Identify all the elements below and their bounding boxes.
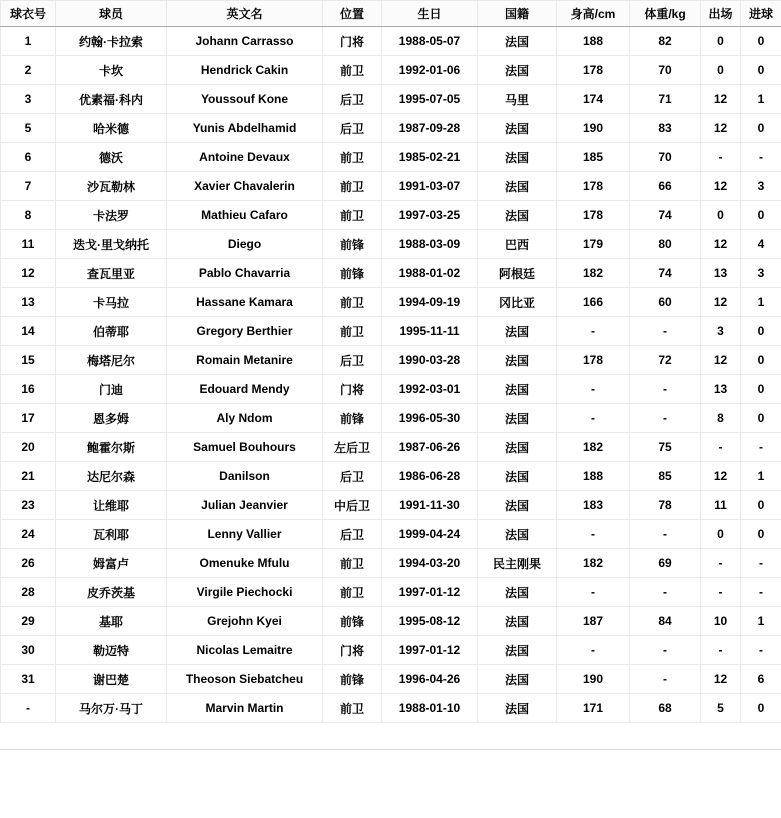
table-cell: 恩多姆: [56, 404, 167, 433]
table-row: [1, 665, 781, 694]
table-cell: 1999-04-24: [382, 520, 478, 549]
table-cell: 前卫: [323, 172, 382, 201]
table-cell: -: [557, 317, 630, 346]
table-cell: 17: [1, 404, 56, 433]
table-cell: -: [1, 694, 56, 723]
table-cell: 1995-08-12: [382, 607, 478, 636]
table-cell: 12: [701, 665, 741, 694]
table-cell: 卡马拉: [56, 288, 167, 317]
table-cell: 6: [741, 665, 781, 694]
table-cell: Omenuke Mfulu: [167, 549, 323, 578]
table-cell: 法国: [478, 317, 557, 346]
table-cell: 0: [741, 491, 781, 520]
table-cell: 卡坎: [56, 56, 167, 85]
table-cell: 法国: [478, 665, 557, 694]
table-cell: 78: [630, 491, 701, 520]
table-cell: 法国: [478, 607, 557, 636]
table-cell: -: [701, 143, 741, 172]
table-cell: 鲍霍尔斯: [56, 433, 167, 462]
table-cell: 马尔万·马丁: [56, 694, 167, 723]
table-cell: 哈米德: [56, 114, 167, 143]
table-cell: 前卫: [323, 56, 382, 85]
table-body: [1, 27, 781, 723]
table-cell: 伯蒂耶: [56, 317, 167, 346]
table-cell: 31: [1, 665, 56, 694]
table-cell: Johann Carrasso: [167, 27, 323, 56]
table-cell: 法国: [478, 578, 557, 607]
table-cell: 法国: [478, 346, 557, 375]
table-cell: -: [630, 578, 701, 607]
table-cell: 法国: [478, 56, 557, 85]
table-cell: 0: [701, 201, 741, 230]
table-cell: 阿根廷: [478, 259, 557, 288]
table-cell: 巴西: [478, 230, 557, 259]
table-cell: 179: [557, 230, 630, 259]
table-cell: 0: [741, 404, 781, 433]
table-cell: 71: [630, 85, 701, 114]
table-cell: -: [630, 317, 701, 346]
table-cell: 26: [1, 549, 56, 578]
table-cell: 基耶: [56, 607, 167, 636]
section-divider: [0, 749, 781, 750]
table-cell: 10: [701, 607, 741, 636]
table-cell: 前锋: [323, 404, 382, 433]
table-cell: 174: [557, 85, 630, 114]
table-cell: 0: [741, 346, 781, 375]
table-cell: 14: [1, 317, 56, 346]
table-cell: 1992-03-01: [382, 375, 478, 404]
table-cell: 66: [630, 172, 701, 201]
table-cell: 69: [630, 549, 701, 578]
table-cell: 优素福·科内: [56, 85, 167, 114]
table-row: [1, 462, 781, 491]
table-cell: 12: [701, 230, 741, 259]
table-cell: 21: [1, 462, 56, 491]
table-row: [1, 694, 781, 723]
table-cell: -: [557, 578, 630, 607]
table-cell: 0: [701, 56, 741, 85]
table-cell: 前锋: [323, 230, 382, 259]
table-cell: 13: [701, 375, 741, 404]
table-cell: 1988-01-02: [382, 259, 478, 288]
table-cell: 20: [1, 433, 56, 462]
table-cell: 182: [557, 433, 630, 462]
table-cell: 0: [741, 56, 781, 85]
table-cell: 85: [630, 462, 701, 491]
table-cell: 前卫: [323, 549, 382, 578]
table-cell: -: [701, 636, 741, 665]
table-cell: 0: [741, 201, 781, 230]
table-cell: 3: [701, 317, 741, 346]
table-cell: 门迪: [56, 375, 167, 404]
table-cell: Lenny Vallier: [167, 520, 323, 549]
table-cell: 1994-03-20: [382, 549, 478, 578]
table-cell: 1996-04-26: [382, 665, 478, 694]
table-cell: Hassane Kamara: [167, 288, 323, 317]
table-cell: -: [701, 578, 741, 607]
table-cell: Danilson: [167, 462, 323, 491]
table-cell: 83: [630, 114, 701, 143]
table-row: [1, 230, 781, 259]
table-cell: 0: [741, 375, 781, 404]
table-cell: 沙瓦勒林: [56, 172, 167, 201]
table-cell: 5: [1, 114, 56, 143]
table-cell: 后卫: [323, 520, 382, 549]
table-cell: 德沃: [56, 143, 167, 172]
table-cell: -: [630, 636, 701, 665]
table-cell: Yunis Abdelhamid: [167, 114, 323, 143]
table-cell: 1: [741, 462, 781, 491]
table-cell: 6: [1, 143, 56, 172]
table-cell: 13: [1, 288, 56, 317]
table-cell: 12: [1, 259, 56, 288]
table-cell: 74: [630, 201, 701, 230]
table-cell: 1992-01-06: [382, 56, 478, 85]
table-cell: 3: [741, 259, 781, 288]
table-cell: 法国: [478, 462, 557, 491]
table-cell: 185: [557, 143, 630, 172]
table-cell: 178: [557, 56, 630, 85]
table-row: [1, 27, 781, 56]
table-cell: -: [741, 143, 781, 172]
table-row: [1, 491, 781, 520]
table-cell: 12: [701, 346, 741, 375]
column-header-2: 英文名: [167, 1, 323, 27]
table-cell: Xavier Chavalerin: [167, 172, 323, 201]
table-cell: 16: [1, 375, 56, 404]
table-cell: 178: [557, 346, 630, 375]
table-cell: 24: [1, 520, 56, 549]
table-cell: 72: [630, 346, 701, 375]
table-cell: 民主刚果: [478, 549, 557, 578]
table-cell: 182: [557, 259, 630, 288]
table-cell: 约翰·卡拉索: [56, 27, 167, 56]
table-cell: Gregory Berthier: [167, 317, 323, 346]
table-cell: 3: [1, 85, 56, 114]
table-cell: 1991-03-07: [382, 172, 478, 201]
table-cell: 80: [630, 230, 701, 259]
table-cell: 皮乔茨基: [56, 578, 167, 607]
table-cell: 74: [630, 259, 701, 288]
table-cell: 左后卫: [323, 433, 382, 462]
table-cell: Youssouf Kone: [167, 85, 323, 114]
table-cell: 29: [1, 607, 56, 636]
table-cell: 1996-05-30: [382, 404, 478, 433]
table-row: [1, 433, 781, 462]
table-cell: 11: [701, 491, 741, 520]
table-cell: Pablo Chavarria: [167, 259, 323, 288]
table-cell: Nicolas Lemaitre: [167, 636, 323, 665]
table-row: [1, 201, 781, 230]
column-header-1: 球员: [56, 1, 167, 27]
table-cell: 1988-05-07: [382, 27, 478, 56]
table-cell: 1988-03-09: [382, 230, 478, 259]
table-cell: 1994-09-19: [382, 288, 478, 317]
table-cell: 卡法罗: [56, 201, 167, 230]
table-cell: 后卫: [323, 346, 382, 375]
table-cell: 12: [701, 114, 741, 143]
table-cell: 门将: [323, 375, 382, 404]
table-cell: 190: [557, 665, 630, 694]
table-cell: Romain Metanire: [167, 346, 323, 375]
table-row: [1, 317, 781, 346]
table-row: [1, 114, 781, 143]
column-header-8: 出场: [701, 1, 741, 27]
table-row: [1, 520, 781, 549]
table-cell: 法国: [478, 201, 557, 230]
table-cell: -: [630, 520, 701, 549]
table-cell: -: [557, 375, 630, 404]
table-cell: Virgile Piechocki: [167, 578, 323, 607]
table-cell: 188: [557, 462, 630, 491]
table-cell: 达尼尔森: [56, 462, 167, 491]
table-cell: 1987-06-26: [382, 433, 478, 462]
table-cell: 法国: [478, 520, 557, 549]
table-cell: 姆富卢: [56, 549, 167, 578]
table-cell: 前卫: [323, 694, 382, 723]
table-cell: 法国: [478, 491, 557, 520]
table-cell: -: [557, 636, 630, 665]
table-cell: 1: [741, 607, 781, 636]
table-cell: 查瓦里亚: [56, 259, 167, 288]
table-cell: 7: [1, 172, 56, 201]
table-cell: Julian Jeanvier: [167, 491, 323, 520]
column-header-6: 身高/cm: [557, 1, 630, 27]
table-cell: 冈比亚: [478, 288, 557, 317]
table-cell: 68: [630, 694, 701, 723]
table-cell: 后卫: [323, 85, 382, 114]
table-cell: Aly Ndom: [167, 404, 323, 433]
table-cell: 182: [557, 549, 630, 578]
table-cell: -: [741, 549, 781, 578]
table-cell: 后卫: [323, 462, 382, 491]
table-cell: 法国: [478, 694, 557, 723]
table-cell: 法国: [478, 114, 557, 143]
table-cell: 法国: [478, 433, 557, 462]
table-cell: 75: [630, 433, 701, 462]
table-cell: 1988-01-10: [382, 694, 478, 723]
table-cell: 门将: [323, 636, 382, 665]
table-cell: 1997-01-12: [382, 578, 478, 607]
table-row: [1, 375, 781, 404]
table-cell: 5: [701, 694, 741, 723]
table-row: [1, 172, 781, 201]
table-cell: 178: [557, 201, 630, 230]
table-cell: 0: [741, 114, 781, 143]
table-row: [1, 56, 781, 85]
table-row: [1, 636, 781, 665]
table-cell: 0: [741, 317, 781, 346]
table-cell: 188: [557, 27, 630, 56]
table-cell: 1985-02-21: [382, 143, 478, 172]
table-cell: 瓦利耶: [56, 520, 167, 549]
table-cell: -: [630, 404, 701, 433]
table-cell: 后卫: [323, 114, 382, 143]
table-cell: Theoson Siebatcheu: [167, 665, 323, 694]
table-cell: -: [557, 520, 630, 549]
table-cell: 1997-01-12: [382, 636, 478, 665]
table-cell: 13: [701, 259, 741, 288]
column-header-3: 位置: [323, 1, 382, 27]
table-cell: 0: [741, 520, 781, 549]
table-cell: Diego: [167, 230, 323, 259]
table-row: [1, 346, 781, 375]
table-cell: 勒迈特: [56, 636, 167, 665]
table-cell: 8: [1, 201, 56, 230]
table-cell: 前锋: [323, 607, 382, 636]
table-cell: 让维耶: [56, 491, 167, 520]
table-cell: 前锋: [323, 665, 382, 694]
table-cell: 1: [1, 27, 56, 56]
table-cell: 迭戈·里戈纳托: [56, 230, 167, 259]
table-cell: 1991-11-30: [382, 491, 478, 520]
table-cell: 0: [701, 27, 741, 56]
table-cell: Samuel Bouhours: [167, 433, 323, 462]
table-cell: 30: [1, 636, 56, 665]
table-cell: 0: [741, 694, 781, 723]
column-header-7: 体重/kg: [630, 1, 701, 27]
table-cell: 70: [630, 56, 701, 85]
table-cell: 171: [557, 694, 630, 723]
table-row: [1, 549, 781, 578]
table-cell: 15: [1, 346, 56, 375]
table-cell: Hendrick Cakin: [167, 56, 323, 85]
table-cell: 2: [1, 56, 56, 85]
table-cell: 法国: [478, 27, 557, 56]
table-cell: -: [701, 549, 741, 578]
table-cell: 1: [741, 85, 781, 114]
table-cell: 1987-09-28: [382, 114, 478, 143]
table-header-row: [1, 1, 781, 27]
column-header-9: 进球: [741, 1, 781, 27]
table-row: [1, 404, 781, 433]
table-cell: 马里: [478, 85, 557, 114]
table-cell: -: [557, 404, 630, 433]
table-cell: -: [630, 375, 701, 404]
table-cell: 166: [557, 288, 630, 317]
table-cell: 法国: [478, 375, 557, 404]
table-cell: 1995-11-11: [382, 317, 478, 346]
table-cell: 28: [1, 578, 56, 607]
table-cell: 11: [1, 230, 56, 259]
table-cell: -: [741, 433, 781, 462]
table-cell: 12: [701, 85, 741, 114]
table-row: [1, 578, 781, 607]
table-cell: 前卫: [323, 317, 382, 346]
table-cell: Grejohn Kyei: [167, 607, 323, 636]
table-cell: 1986-06-28: [382, 462, 478, 491]
table-cell: 8: [701, 404, 741, 433]
table-cell: 0: [701, 520, 741, 549]
table-row: [1, 607, 781, 636]
table-cell: 中后卫: [323, 491, 382, 520]
table-cell: 187: [557, 607, 630, 636]
table-cell: 82: [630, 27, 701, 56]
table-cell: 前卫: [323, 143, 382, 172]
table-cell: Mathieu Cafaro: [167, 201, 323, 230]
table-cell: 183: [557, 491, 630, 520]
table-row: [1, 288, 781, 317]
table-cell: 法国: [478, 143, 557, 172]
table-cell: 法国: [478, 636, 557, 665]
table-cell: -: [701, 433, 741, 462]
table-cell: 12: [701, 288, 741, 317]
column-header-4: 生日: [382, 1, 478, 27]
table-cell: 190: [557, 114, 630, 143]
table-cell: 前卫: [323, 288, 382, 317]
table-cell: 70: [630, 143, 701, 172]
table-cell: 84: [630, 607, 701, 636]
table-cell: 前卫: [323, 201, 382, 230]
table-row: [1, 85, 781, 114]
table-cell: 4: [741, 230, 781, 259]
table-cell: 178: [557, 172, 630, 201]
table-cell: 1995-07-05: [382, 85, 478, 114]
table-cell: 0: [741, 27, 781, 56]
table-cell: 23: [1, 491, 56, 520]
table-cell: -: [741, 578, 781, 607]
table-cell: 前锋: [323, 259, 382, 288]
table-cell: 梅塔尼尔: [56, 346, 167, 375]
table-cell: Antoine Devaux: [167, 143, 323, 172]
table-cell: 前卫: [323, 578, 382, 607]
table-cell: 60: [630, 288, 701, 317]
table-cell: Edouard Mendy: [167, 375, 323, 404]
table-cell: 3: [741, 172, 781, 201]
table-cell: 法国: [478, 404, 557, 433]
table-cell: 1997-03-25: [382, 201, 478, 230]
table-cell: 12: [701, 172, 741, 201]
table-cell: -: [741, 636, 781, 665]
table-cell: -: [630, 665, 701, 694]
table-row: [1, 143, 781, 172]
table-cell: Marvin Martin: [167, 694, 323, 723]
table-cell: 门将: [323, 27, 382, 56]
column-header-0: 球衣号: [1, 1, 56, 27]
table-cell: 法国: [478, 172, 557, 201]
table-cell: 12: [701, 462, 741, 491]
table-row: [1, 259, 781, 288]
column-header-5: 国籍: [478, 1, 557, 27]
table-cell: 1: [741, 288, 781, 317]
table-cell: 1990-03-28: [382, 346, 478, 375]
table-cell: 谢巴楚: [56, 665, 167, 694]
